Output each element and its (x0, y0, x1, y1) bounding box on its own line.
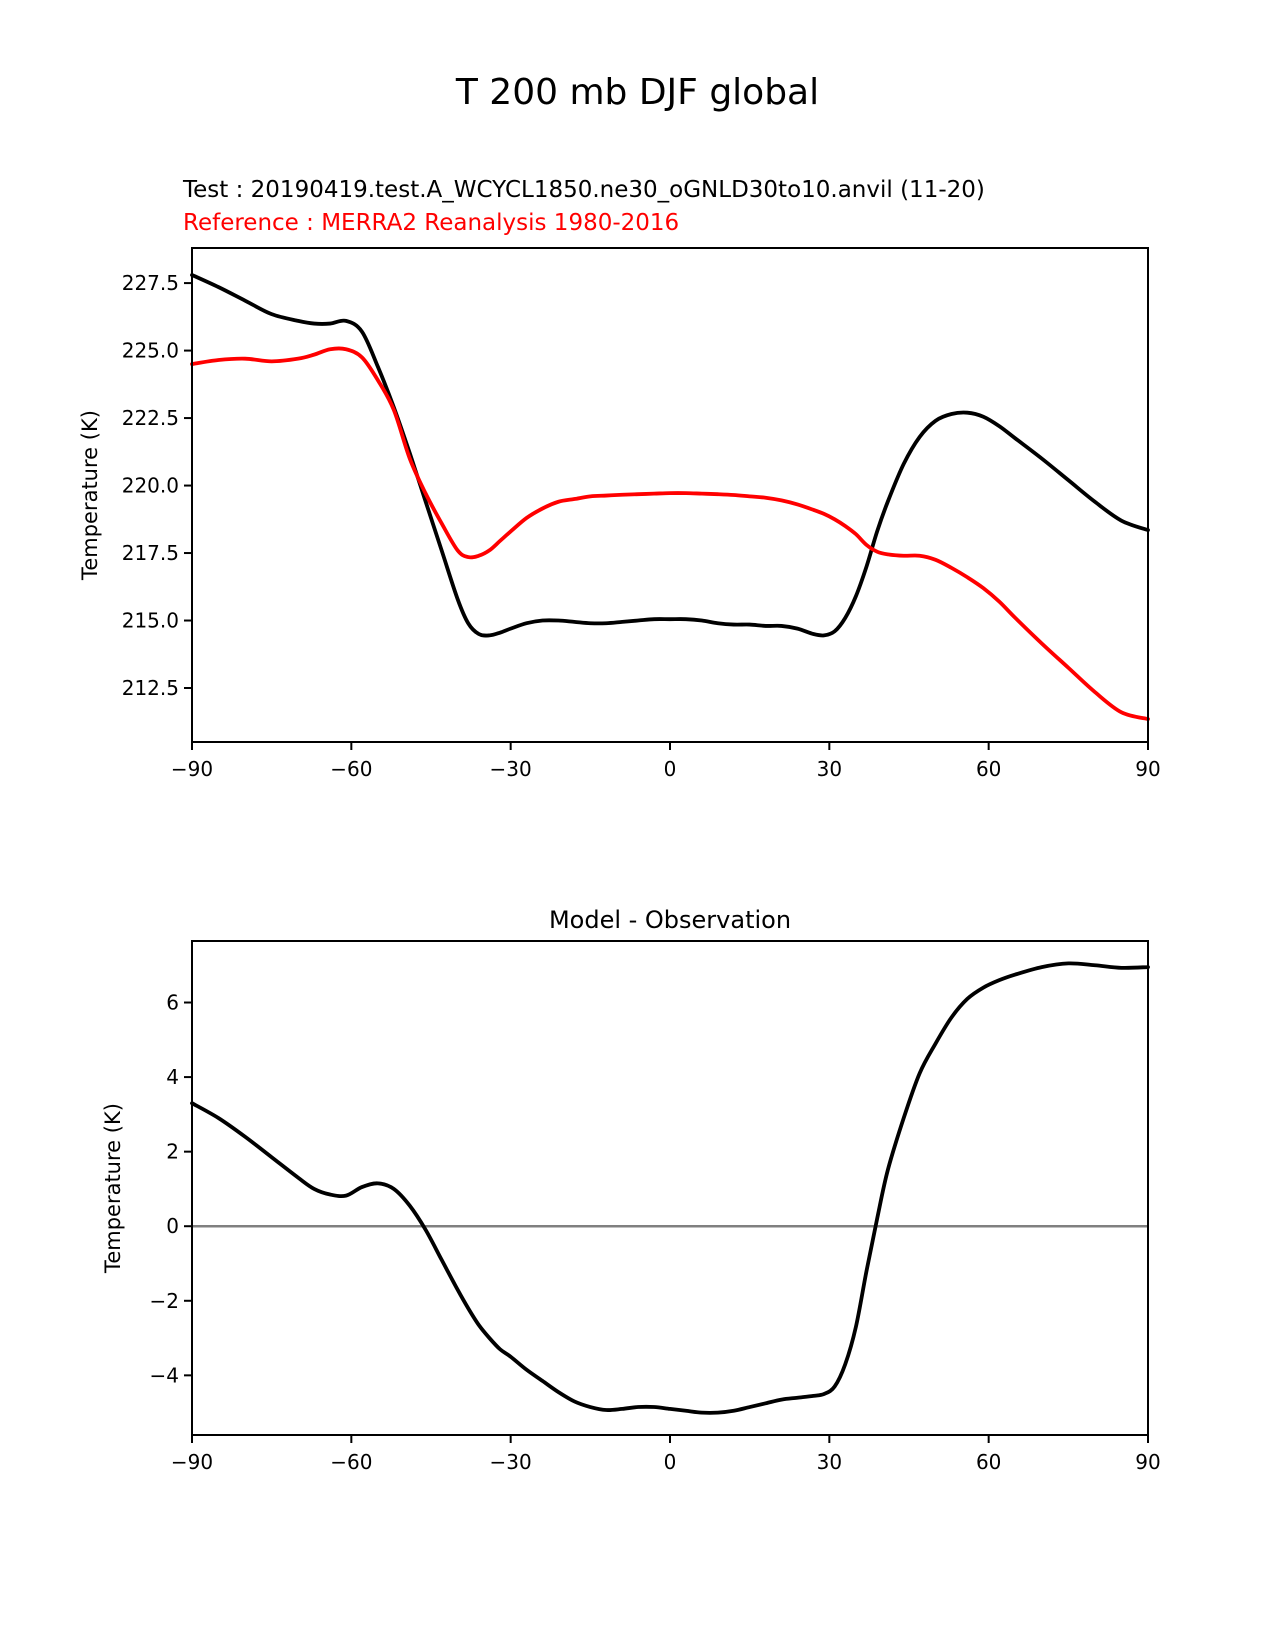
x-tick-label: 60 (975, 757, 1002, 781)
x-tick-label: 30 (816, 1450, 843, 1474)
legend-test-label: Test : 20190419.test.A_WCYCL1850.ne30_oGNLD30to10.anvil (11-20) (183, 177, 985, 203)
y-tick-label: 220.0 (121, 473, 179, 498)
y-tick-label: −2 (149, 1288, 179, 1313)
y-axis-label: Temperature (K) (78, 410, 102, 580)
y-tick-label: 4 (166, 1065, 179, 1090)
x-tick-label: −30 (489, 1450, 532, 1474)
y-tick-label: 2 (166, 1139, 179, 1164)
y-tick-label: 215.0 (121, 608, 179, 633)
x-tick-label: −60 (330, 757, 373, 781)
y-tick-label: 227.5 (121, 271, 179, 296)
series-line-model-observation (192, 963, 1148, 1413)
x-tick-label: −30 (489, 757, 532, 781)
series-line-test (192, 275, 1148, 636)
y-axis-label: Temperature (K) (101, 1103, 125, 1273)
legend-reference-label: Reference : MERRA2 Reanalysis 1980-2016 (183, 210, 680, 236)
y-tick-label: −4 (149, 1363, 179, 1388)
y-tick-label: 222.5 (121, 406, 179, 431)
x-tick-label: 0 (663, 757, 677, 781)
page-title: T 200 mb DJF global (455, 72, 820, 113)
x-tick-label: 30 (816, 757, 843, 781)
top-chart (78, 248, 1161, 781)
y-tick-label: 0 (166, 1214, 179, 1239)
x-tick-label: −60 (330, 1450, 373, 1474)
series-line-reference (192, 348, 1148, 719)
x-tick-label: 90 (1135, 757, 1161, 781)
x-tick-label: −90 (170, 757, 214, 781)
x-tick-label: −90 (170, 1450, 214, 1474)
x-tick-label: 90 (1135, 1450, 1161, 1474)
axes-frame (192, 941, 1148, 1435)
subplot-title: Model - Observation (548, 906, 792, 934)
bottom-chart (101, 906, 1161, 1474)
x-tick-label: 0 (663, 1450, 677, 1474)
y-tick-label: 225.0 (121, 338, 179, 363)
y-tick-label: 217.5 (121, 541, 179, 566)
y-tick-label: 6 (166, 990, 179, 1015)
x-tick-label: 60 (975, 1450, 1002, 1474)
y-tick-label: 212.5 (121, 676, 179, 701)
